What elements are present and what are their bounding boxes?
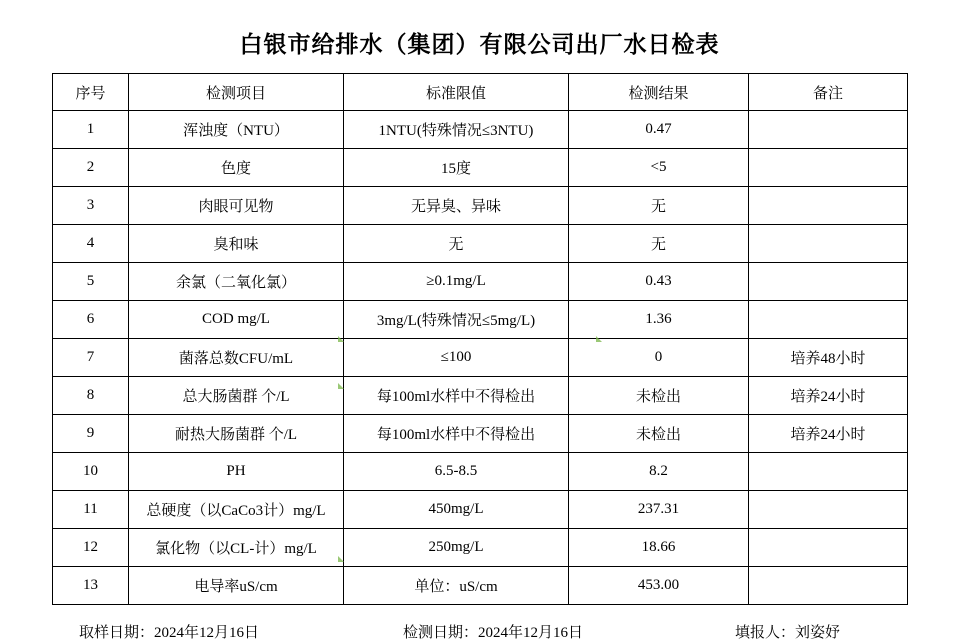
cell-remark: 培养24小时 xyxy=(749,415,908,453)
cell-result: 未检出 xyxy=(569,415,749,453)
cell-remark xyxy=(749,529,908,567)
cell-result: 453.00 xyxy=(569,567,749,605)
daily-inspection-table xyxy=(52,73,908,605)
cell-no: 8 xyxy=(53,377,129,415)
cell-remark: 培养24小时 xyxy=(749,377,908,415)
table-row xyxy=(53,301,908,339)
cell-no: 6 xyxy=(53,301,129,339)
cell-limit: 1NTU(特殊情况≤3NTU) xyxy=(344,111,569,149)
sample-date-label: 取样日期：2024年12月16日 xyxy=(79,625,260,641)
cell-limit: 无 xyxy=(344,225,569,263)
cell-no: 2 xyxy=(53,149,129,187)
table-row xyxy=(53,149,908,187)
cell-no: 9 xyxy=(53,415,129,453)
cell-item: 色度 xyxy=(129,149,344,187)
cell-no: 11 xyxy=(53,491,129,529)
page-title: 白银市给排水（集团）有限公司出厂水日检表 xyxy=(239,32,720,57)
reporter-label: 填报人：刘姿妤 xyxy=(735,625,841,641)
cell-no: 12 xyxy=(53,529,129,567)
table-row xyxy=(53,491,908,529)
cell-result: 8.2 xyxy=(569,453,749,491)
cell-limit: ≤100 xyxy=(344,339,569,377)
column-header-remark: 备注 xyxy=(749,74,908,111)
cell-limit: 单位：uS/cm xyxy=(344,567,569,605)
cell-remark xyxy=(749,111,908,149)
cell-remark xyxy=(749,263,908,301)
cell-remark: 培养48小时 xyxy=(749,339,908,377)
cell-no: 1 xyxy=(53,111,129,149)
cell-item: 浑浊度（NTU） xyxy=(129,111,344,149)
cell-remark xyxy=(749,187,908,225)
cell-result: 237.31 xyxy=(569,491,749,529)
cell-item: PH xyxy=(129,453,344,491)
cell-remark xyxy=(749,453,908,491)
cell-result: <5 xyxy=(569,149,749,187)
cell-limit: 每100ml水样中不得检出 xyxy=(344,377,569,415)
table-row xyxy=(53,567,908,605)
cell-limit: 6.5-8.5 xyxy=(344,453,569,491)
cell-item: 耐热大肠菌群 个/L xyxy=(129,415,344,453)
cell-item: 余氯（二氧化氯） xyxy=(129,263,344,301)
column-header-limit: 标准限值 xyxy=(344,74,569,111)
table-header xyxy=(53,74,908,111)
cell-limit: 15度 xyxy=(344,149,569,187)
cell-item: COD mg/L xyxy=(129,301,344,339)
column-header-no: 序号 xyxy=(53,74,129,111)
cell-remark xyxy=(749,491,908,529)
cell-limit: 无异臭、异味 xyxy=(344,187,569,225)
table-row xyxy=(53,187,908,225)
cell-result: 无 xyxy=(569,187,749,225)
cell-result: 未检出 xyxy=(569,377,749,415)
cell-result: 0.43 xyxy=(569,263,749,301)
table-row xyxy=(53,415,908,453)
table-row xyxy=(53,111,908,149)
table-row xyxy=(53,225,908,263)
cell-no: 7 xyxy=(53,339,129,377)
cell-limit: ≥0.1mg/L xyxy=(344,263,569,301)
cell-limit: 250mg/L xyxy=(344,529,569,567)
column-header-result: 检测结果 xyxy=(569,74,749,111)
table-row xyxy=(53,263,908,301)
cell-no: 3 xyxy=(53,187,129,225)
cell-item: 臭和味 xyxy=(129,225,344,263)
table-header-row xyxy=(53,74,908,111)
column-header-item: 检测项目 xyxy=(129,74,344,111)
cell-result: 无 xyxy=(569,225,749,263)
report-table-container xyxy=(0,73,959,605)
cell-no: 10 xyxy=(53,453,129,491)
cell-result: 1.36 xyxy=(569,301,749,339)
table-row xyxy=(53,377,908,415)
cell-item: 电导率uS/cm xyxy=(129,567,344,605)
cell-result: 18.66 xyxy=(569,529,749,567)
cell-item: 菌落总数CFU/mL xyxy=(129,339,344,377)
table-row xyxy=(53,529,908,567)
cell-limit: 450mg/L xyxy=(344,491,569,529)
cell-limit: 3mg/L(特殊情况≤5mg/L) xyxy=(344,301,569,339)
table-body xyxy=(53,111,908,605)
table-row xyxy=(53,453,908,491)
cell-no: 5 xyxy=(53,263,129,301)
cell-no: 13 xyxy=(53,567,129,605)
cell-item: 氯化物（以CL-计）mg/L xyxy=(129,529,344,567)
cell-item: 总大肠菌群 个/L xyxy=(129,377,344,415)
test-date-label: 检测日期：2024年12月16日 xyxy=(403,625,584,641)
cell-item: 总硬度（以CaCo3计）mg/L xyxy=(129,491,344,529)
cell-limit: 每100ml水样中不得检出 xyxy=(344,415,569,453)
table-row xyxy=(53,339,908,377)
cell-item: 肉眼可见物 xyxy=(129,187,344,225)
cell-remark xyxy=(749,149,908,187)
cell-no: 4 xyxy=(53,225,129,263)
cell-remark xyxy=(749,225,908,263)
cell-remark xyxy=(749,301,908,339)
cell-result: 0 xyxy=(569,339,749,377)
cell-remark xyxy=(749,567,908,605)
footer xyxy=(0,605,959,642)
cell-result: 0.47 xyxy=(569,111,749,149)
